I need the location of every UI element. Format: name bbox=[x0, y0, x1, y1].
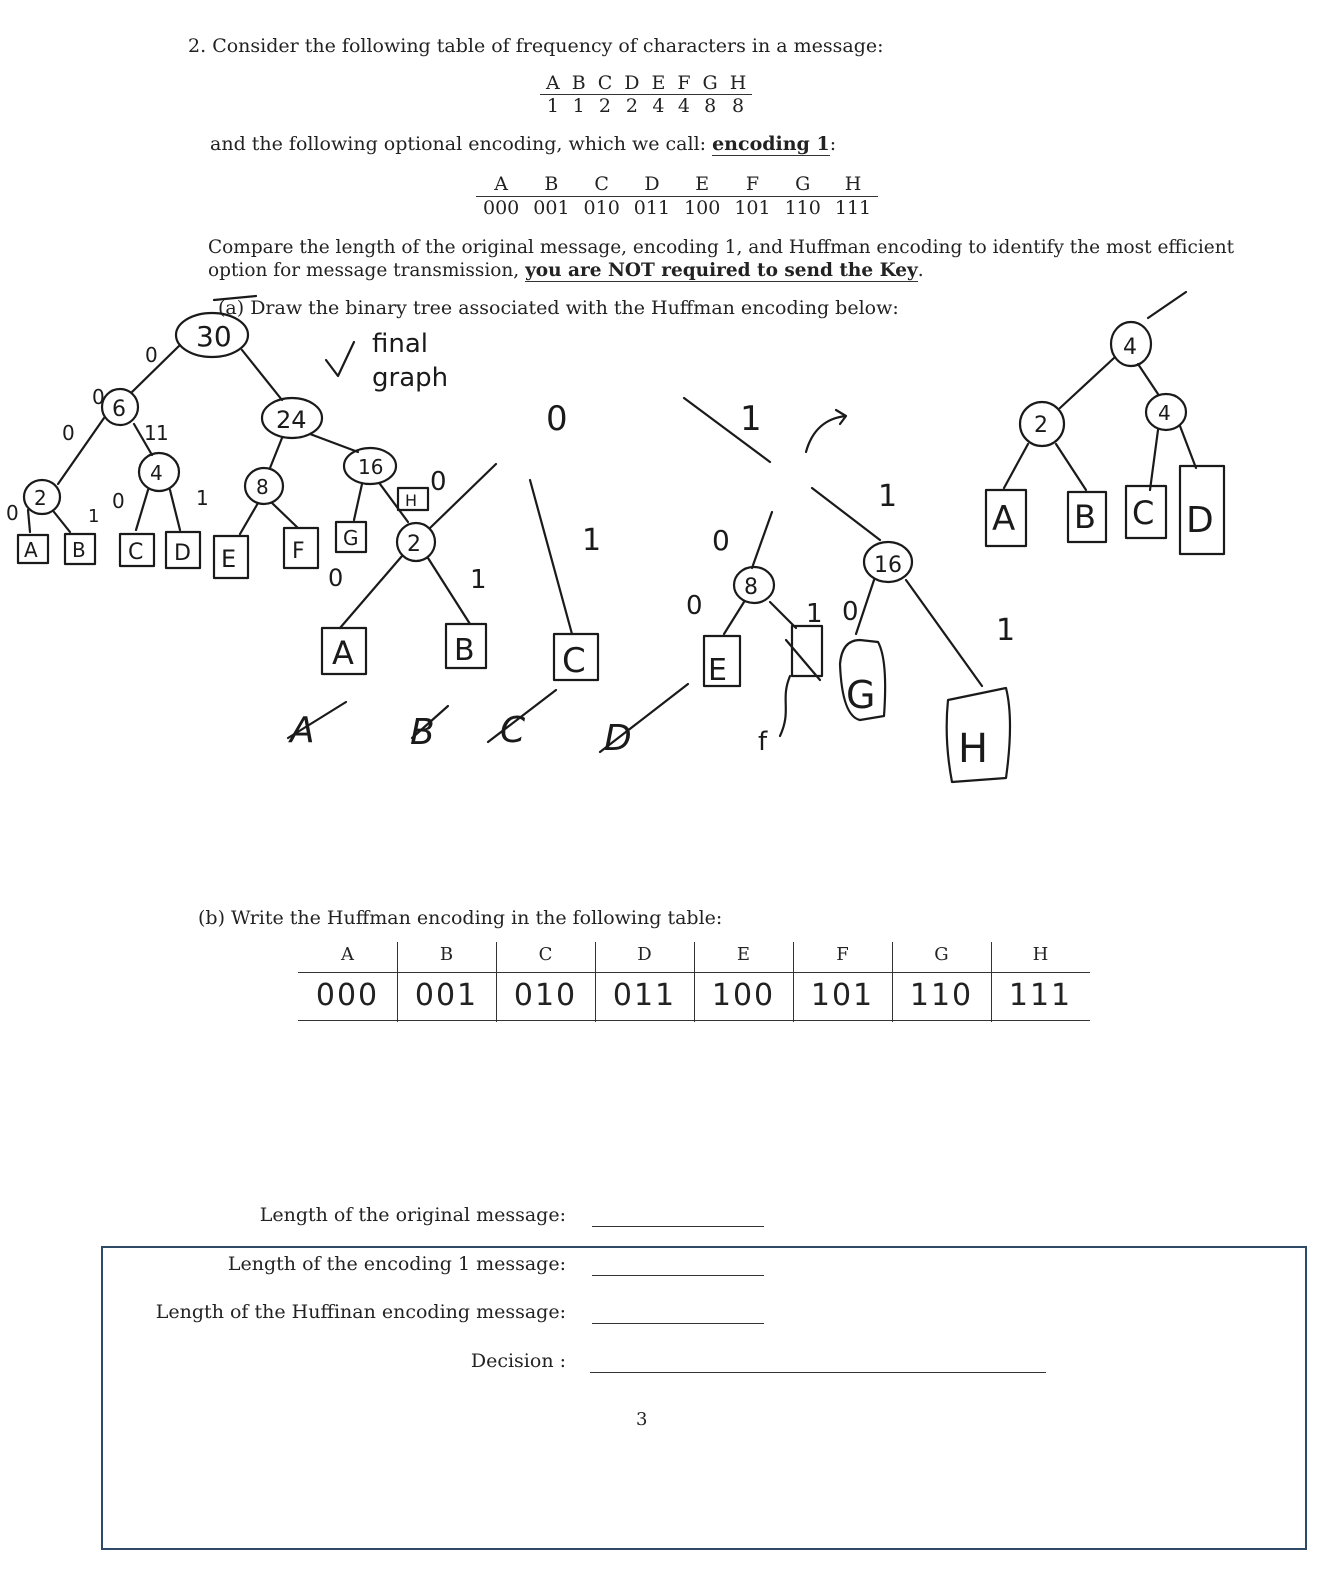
tree-edge bbox=[1148, 292, 1186, 318]
tree-edge bbox=[1138, 364, 1158, 394]
tree-edge bbox=[906, 580, 982, 686]
edge-label-1: 1 bbox=[196, 486, 209, 510]
tree-edge bbox=[856, 580, 874, 634]
node-label: 2 bbox=[34, 486, 47, 510]
edge-label-0: 0 bbox=[328, 564, 344, 592]
handwriting-text bbox=[6, 320, 1214, 772]
leaf-label: E bbox=[221, 545, 237, 573]
node-label: 2 bbox=[407, 532, 421, 557]
decision-label: Decision : bbox=[470, 1350, 566, 1372]
leaf-label: C bbox=[1132, 494, 1155, 532]
leaf-label: A bbox=[332, 634, 354, 672]
edge-label-0: 0 bbox=[145, 343, 158, 367]
node-label: 6 bbox=[112, 397, 126, 422]
compare-line-2: option for message transmission, you are NOT required to send the Key. bbox=[208, 260, 924, 281]
huffman-col-letter: A bbox=[341, 944, 354, 965]
column-divider bbox=[595, 942, 596, 1022]
enc-code: 100 bbox=[684, 197, 721, 219]
enc-code: 001 bbox=[533, 197, 570, 219]
struck-letter: A bbox=[290, 710, 315, 751]
leaf-label: H bbox=[958, 726, 989, 772]
node-label: 8 bbox=[744, 575, 758, 600]
column-divider bbox=[397, 942, 398, 1022]
leaf-label: E bbox=[708, 653, 727, 688]
enc-code: 111 bbox=[834, 197, 872, 219]
tree-edge bbox=[380, 484, 408, 522]
freq-count: 2 bbox=[598, 95, 612, 117]
tree-edge bbox=[812, 488, 880, 540]
node-label: 30 bbox=[196, 320, 232, 353]
huffman-col-letter: C bbox=[538, 944, 553, 965]
tree-edge bbox=[136, 490, 148, 530]
edge-label-0: 0 bbox=[842, 597, 859, 627]
huffman-col-letter: G bbox=[934, 944, 949, 965]
column-divider bbox=[694, 942, 695, 1022]
leaf-label: H bbox=[405, 491, 418, 510]
tree-edge bbox=[240, 503, 258, 534]
huffman-answer-cell[interactable]: 001 bbox=[414, 978, 479, 1013]
enc-letter: H bbox=[828, 173, 878, 197]
huffman-answer-cell[interactable]: 110 bbox=[909, 978, 974, 1013]
edge-label-1: 1 bbox=[470, 565, 487, 595]
enc-letter: A bbox=[476, 173, 526, 197]
freq-count: 1 bbox=[546, 95, 559, 117]
edge-label-0: 0 bbox=[712, 524, 730, 557]
edge-label-0: 0 bbox=[686, 591, 703, 621]
arrow-mark bbox=[806, 410, 846, 452]
tree-edge bbox=[752, 512, 772, 568]
answer-region-frame bbox=[101, 1246, 1307, 1550]
final-graph-note-line1: final bbox=[372, 329, 429, 359]
node-label: 16 bbox=[874, 553, 902, 578]
final-graph-note-line2: graph bbox=[372, 363, 449, 393]
enc-code: 101 bbox=[734, 197, 771, 219]
freq-letter: H bbox=[724, 72, 753, 95]
tree-edge bbox=[1060, 358, 1114, 408]
edge-label-0: 0 bbox=[430, 467, 447, 497]
column-divider bbox=[991, 942, 992, 1022]
tree-edge bbox=[724, 602, 744, 634]
edge-label-0: 0 bbox=[112, 489, 125, 513]
middle-tree bbox=[288, 398, 1010, 782]
tree-edge bbox=[272, 503, 298, 528]
leaf-label: G bbox=[846, 673, 876, 717]
length-original-blank[interactable] bbox=[592, 1226, 764, 1227]
page-number: 3 bbox=[636, 1409, 648, 1430]
huffman-answer-cell[interactable]: 000 bbox=[315, 978, 380, 1013]
huffman-answer-cell[interactable]: 100 bbox=[711, 978, 776, 1013]
huffman-col-letter: H bbox=[1032, 944, 1049, 965]
huffman-answer-cell[interactable]: 010 bbox=[513, 978, 578, 1013]
edge-label-0: 0 bbox=[62, 421, 75, 445]
huffman-answer-cell[interactable]: 111 bbox=[1008, 978, 1073, 1013]
compare-line-1: Compare the length of the original message, encoding 1, and Huffman encoding to identify the most efficient bbox=[208, 237, 1235, 258]
question-intro-text: Consider the following table of frequency of characters in a message: bbox=[212, 35, 884, 57]
tree-edge bbox=[770, 602, 796, 628]
edge-label-0: 0 bbox=[92, 385, 105, 409]
freq-letter: A bbox=[540, 72, 566, 95]
tree-edge bbox=[170, 490, 180, 530]
freq-letter: G bbox=[697, 72, 724, 95]
leaf-label: C bbox=[562, 641, 586, 681]
edge-label-0: 0 bbox=[546, 399, 568, 439]
length-huffman-label: Length of the Huffinan encoding message: bbox=[155, 1301, 566, 1323]
enc-letter: E bbox=[677, 173, 727, 197]
freq-count: 8 bbox=[731, 95, 745, 117]
huffman-col-letter: F bbox=[836, 944, 849, 965]
leaf-label: F bbox=[292, 539, 305, 564]
length-original-label: Length of the original message: bbox=[259, 1204, 566, 1226]
not-required-note: you are NOT required to send the Key bbox=[525, 260, 918, 281]
question-number: 2. bbox=[188, 35, 207, 57]
node-label: 4 bbox=[1158, 401, 1171, 425]
part-b-prompt: (b) Write the Huffman encoding in the following table: bbox=[198, 907, 723, 929]
freq-count: 8 bbox=[704, 95, 717, 117]
leaf-label: C bbox=[128, 540, 144, 565]
stray-stroke bbox=[780, 676, 790, 736]
edge-label-1: 1 bbox=[878, 479, 898, 514]
tree-edge bbox=[54, 512, 70, 532]
node-label: 16 bbox=[358, 455, 384, 479]
enc-code: 110 bbox=[784, 197, 821, 219]
tree-edge bbox=[354, 484, 362, 520]
tree-edge bbox=[1004, 444, 1028, 488]
huffman-col-letter: E bbox=[736, 944, 751, 965]
enc-code: 000 bbox=[483, 197, 520, 219]
enc-letter: D bbox=[627, 173, 677, 197]
freq-count: 2 bbox=[625, 95, 638, 117]
tree-edge bbox=[310, 434, 358, 452]
freq-count: 4 bbox=[652, 95, 665, 117]
enc-letter: F bbox=[727, 173, 777, 197]
tree-edge bbox=[28, 510, 30, 532]
freq-letter: F bbox=[671, 72, 696, 95]
freq-count: 4 bbox=[677, 95, 690, 117]
encoding-intro: and the following optional encoding, which we call: encoding 1: bbox=[210, 133, 837, 155]
check-icon bbox=[326, 342, 354, 376]
node-label: 4 bbox=[1123, 335, 1137, 360]
enc-letter: B bbox=[526, 173, 576, 197]
tree-edge bbox=[1150, 430, 1158, 490]
column-divider bbox=[496, 942, 497, 1022]
freq-letter: C bbox=[592, 72, 619, 95]
leaf-label: B bbox=[72, 538, 86, 562]
struck-letter: B bbox=[410, 712, 435, 753]
column-divider bbox=[793, 942, 794, 1022]
huffman-col-letter: D bbox=[637, 944, 652, 965]
leaf-label: B bbox=[1074, 498, 1096, 536]
enc-code: 011 bbox=[633, 197, 671, 219]
tree-edge bbox=[1056, 444, 1086, 490]
node-label: 4 bbox=[150, 461, 163, 485]
leaf-label: A bbox=[24, 538, 38, 562]
column-divider bbox=[892, 942, 893, 1022]
leaf-label: D bbox=[174, 541, 191, 566]
struck-letter: D bbox=[604, 718, 632, 759]
tree-edge bbox=[428, 558, 470, 624]
stray-letter: f bbox=[758, 727, 768, 757]
leaf-label: G bbox=[343, 526, 359, 550]
enc-letter: C bbox=[577, 173, 627, 197]
edge-label-0: 0 bbox=[6, 501, 19, 525]
tree-edge bbox=[270, 438, 282, 468]
node-label: 2 bbox=[1034, 413, 1048, 438]
struck-letter: C bbox=[500, 710, 526, 751]
huffman-col-letter: B bbox=[439, 944, 454, 965]
node-label: 8 bbox=[256, 475, 269, 499]
enc-letter: G bbox=[778, 173, 828, 197]
huffman-answer-cell[interactable]: 101 bbox=[810, 978, 875, 1013]
tree-edge bbox=[242, 350, 282, 400]
freq-letter: B bbox=[566, 72, 592, 95]
leaf-label: D bbox=[1186, 500, 1214, 541]
strike-mark bbox=[214, 296, 256, 300]
edge-label-1: 1 bbox=[144, 421, 157, 445]
tree-edge bbox=[530, 480, 572, 634]
edge-label-1: 1 bbox=[582, 523, 602, 558]
tree-edge bbox=[1180, 426, 1196, 468]
enc-code: 010 bbox=[583, 197, 620, 219]
node-label: 24 bbox=[276, 406, 307, 434]
edge-label-1: 1 bbox=[806, 599, 823, 629]
tree-edge bbox=[340, 556, 402, 628]
part-a-prompt: (a) Draw the binary tree associated with the Huffman encoding below: bbox=[218, 297, 899, 319]
huffman-answer-cell[interactable]: 011 bbox=[612, 978, 677, 1013]
huffman-answer-table bbox=[298, 940, 1090, 1022]
leaf-label: A bbox=[992, 499, 1016, 539]
freq-letter: E bbox=[645, 72, 671, 95]
edge-label-1: 1 bbox=[740, 399, 762, 439]
edge-label-1: 1 bbox=[996, 613, 1016, 648]
edge-label-1: 1 bbox=[156, 421, 169, 445]
freq-count: 1 bbox=[572, 95, 585, 117]
leaf-label: B bbox=[454, 633, 475, 668]
edge-label-1: 1 bbox=[88, 506, 100, 527]
encoding-1-label: encoding 1 bbox=[712, 133, 830, 155]
freq-letter: D bbox=[618, 72, 645, 95]
length-encoding1-label: Length of the encoding 1 message: bbox=[227, 1253, 566, 1275]
